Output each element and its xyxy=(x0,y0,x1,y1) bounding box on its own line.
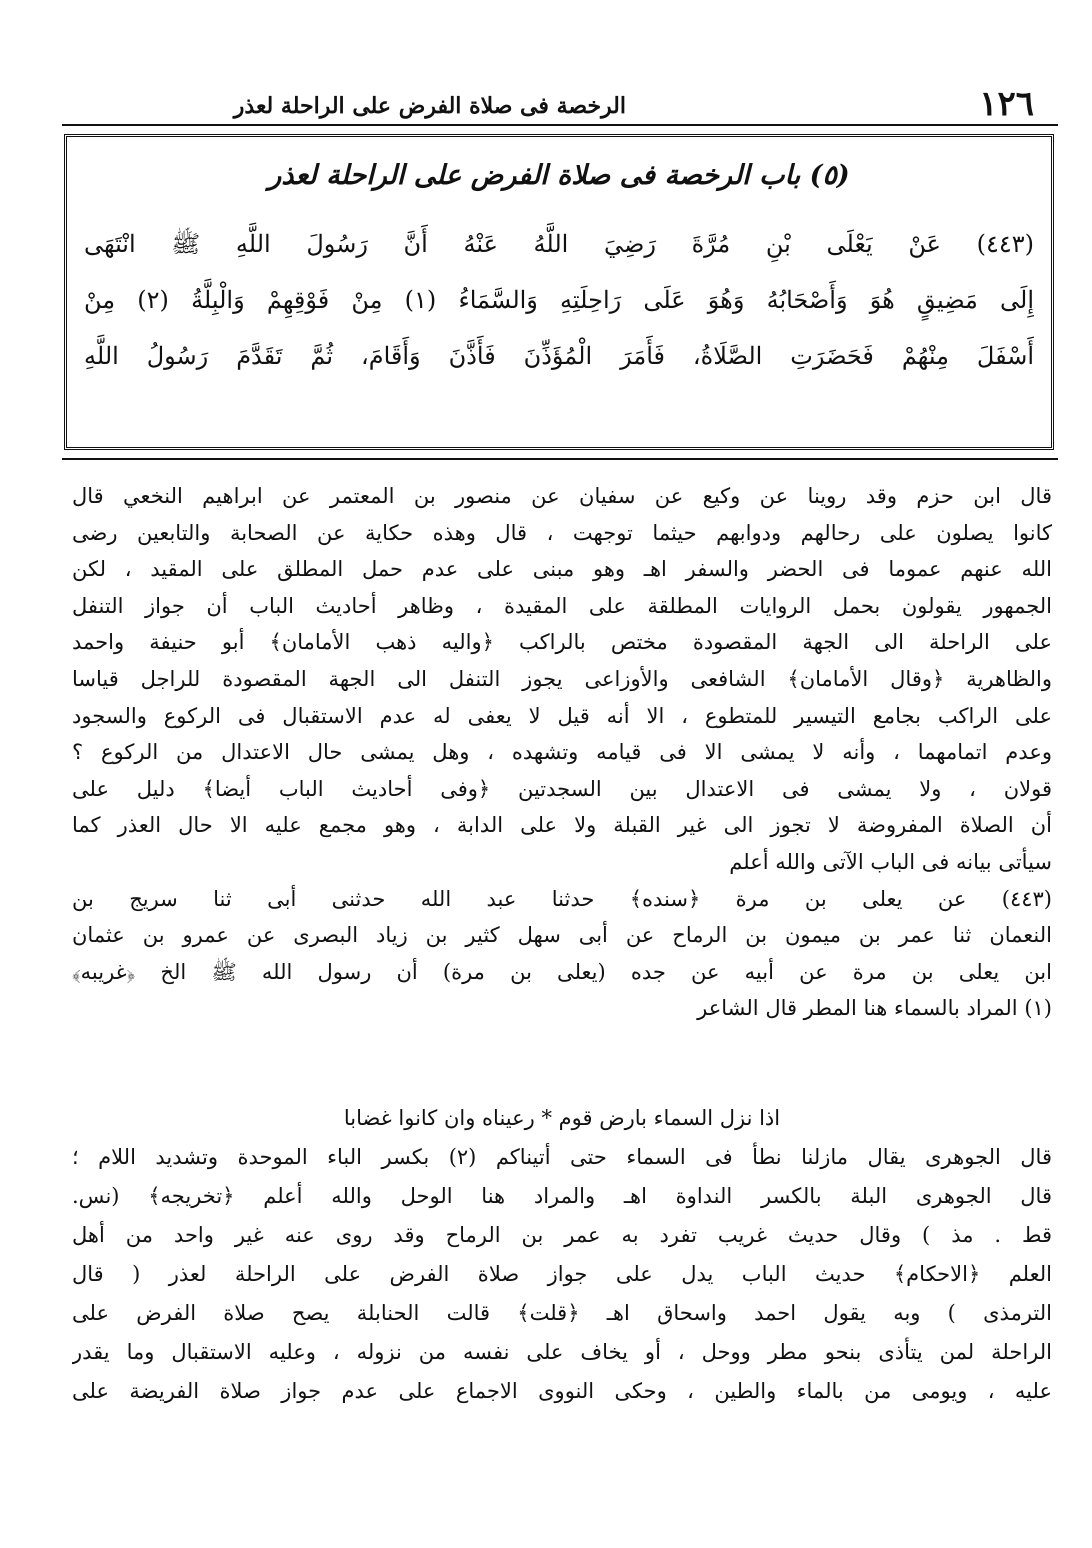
commentary-line: قال الجوهرى يقال مازلنا نطأ فى السماء حتى أتيناكم (٢) بكسر الباء الموحدة وتشديد اللام ؛ xyxy=(72,1145,1052,1169)
commentary-line: وعدم اتمامهما ، وأنه لا يمشى الا فى قيامه وتشهده ، وهل يمشى حال الاعتدال من الركوع ؟ xyxy=(72,740,1052,765)
commentary-line: أن الصلاة المفروضة لا تجوز الى غير القبلة ولا على الدابة ، وهو مجمع عليه الا حال العذر كما xyxy=(72,813,1052,838)
commentary-line: الجمهور يقولون بحمل الروايات المطلقة على المقيدة ، وظاهر أحاديث الباب أن جواز التنفل xyxy=(72,593,1052,618)
commentary-line: النعمان ثنا عمر بن ميمون بن الرماح عن أبى سهل كثير بن زياد البصرى عن عمرو بن عثمان xyxy=(72,923,1052,948)
commentary-line: ابن يعلى بن مرة عن أبيه عن جده (يعلى بن مرة) أن رسول الله ﷺ الخ ﴿غريبه﴾ xyxy=(72,959,1052,984)
commentary-line: على الراكب بجامع التيسير للمتطوع ، الا أنه قيل لا يعفى له عدم الاستقبال فى الركوع والسجود xyxy=(72,703,1052,728)
hadith-text xyxy=(84,216,1034,384)
commentary-line: الله عنهم عموما فى الحضر والسفر اهـ وهو مبنى على عدم حمل المطلق على المقيد ، لكن xyxy=(72,557,1052,582)
header-rule xyxy=(62,124,1058,126)
page-number: ١٢٦ xyxy=(979,84,1034,124)
commentary-text xyxy=(72,478,1052,1027)
chapter-title: (٥) باب الرخصة فى صلاة الفرض على الراحلة لعذر xyxy=(268,160,850,191)
commentary-line: قولان ، ولا يمشى فى الاعتدال بين السجدتين ﴿وفى أحاديث الباب أيضا﴾ دليل على xyxy=(72,776,1052,801)
hadith-line: أَسْفَلَ مِنْهُمْ فَحَضَرَتِ الصَّلَاةُ، فَأَمَرَ الْمُؤَذِّنَ فَأَذَّنَ وَأَقَامَ، ثُمَّ تَقَدَّمَ رَسُولُ اللَّهِ xyxy=(84,342,1034,370)
running-title: الرخصة فى صلاة الفرض على الراحلة لعذر xyxy=(233,93,626,119)
poetry-verse: اذا نزل السماء بارض قوم * رعيناه وان كانوا غضابا xyxy=(343,1106,781,1130)
commentary-continued xyxy=(72,1138,1052,1411)
commentary-line: والظاهرية ﴿وقال الأمامان﴾ الشافعى والأوزاعى يجوز التنفل الى الجهة المقصودة للراجل قياسا xyxy=(72,666,1052,691)
commentary-line: الراحلة لمن يتأذى بنحو مطر ووحل ، أو يخاف على نفسه من نزوله ، وعليه الاستقبال وما يقدر xyxy=(72,1340,1052,1364)
commentary-line: قط . مذ ) وقال حديث غريب تفرد به عمر بن الرماح وقد روى عنه غير واحد من أهل xyxy=(72,1223,1052,1247)
hadith-line: (٤٤٣) عَنْ يَعْلَى بْنِ مُرَّةَ رَضِيَ اللَّهُ عَنْهُ أَنَّ رَسُولَ اللَّهِ ﷺ انْتَهَى xyxy=(84,230,1034,258)
hadith-line: إِلَى مَضِيقٍ هُوَ وَأَصْحَابُهُ وَهُوَ عَلَى رَاحِلَتِهِ وَالسَّمَاءُ (١) مِنْ فَوْقِهِمْ وَالْبِلَّةُ (٢) مِنْ xyxy=(84,286,1034,314)
commentary-line: الترمذى ) وبه يقول احمد واسحاق اهـ ﴿قلت﴾ قالت الحنابلة يصح صلاة الفرض على xyxy=(72,1301,1052,1325)
commentary-line: سيأتى بيانه فى الباب الآتى والله أعلم xyxy=(729,849,1052,874)
commentary-line: كانوا يصلون على رحالهم ودوابهم حيثما توجهت ، قال وهذه حكاية عن الصحابة والتابعين رضى xyxy=(72,520,1052,545)
commentary-line: قال الجوهرى البلة بالكسر النداوة اهـ والمراد هنا الوحل والله أعلم ﴿تخريجه﴾ (نس. xyxy=(72,1184,1052,1208)
commentary-line: عليه ، ويومى من بالماء والطين ، وحكى النووى الاجماع على عدم جواز صلاة الفريضة على xyxy=(72,1379,1052,1403)
commentary-line: على الراحلة الى الجهة المقصودة مختص بالراكب ﴿واليه ذهب الأمامان﴾ أبو حنيفة واحمد xyxy=(72,630,1052,655)
commentary-line: (١) المراد بالسماء هنا المطر قال الشاعر xyxy=(697,996,1052,1021)
commentary-line: قال ابن حزم وقد روينا عن وكيع عن سفيان عن منصور بن المعتمر عن ابراهيم النخعي قال xyxy=(72,484,1052,508)
section-divider xyxy=(62,458,1058,460)
commentary-line: (٤٤٣) عن يعلى بن مرة ﴿سنده﴾ حدثنا عبد الله حدثنى أبى ثنا سريج بن xyxy=(72,886,1052,911)
page-header xyxy=(62,84,1056,124)
commentary-line: العلم ﴿الاحكام﴾ حديث الباب يدل على جواز صلاة الفرض على الراحلة لعذر ( قال xyxy=(72,1262,1052,1286)
